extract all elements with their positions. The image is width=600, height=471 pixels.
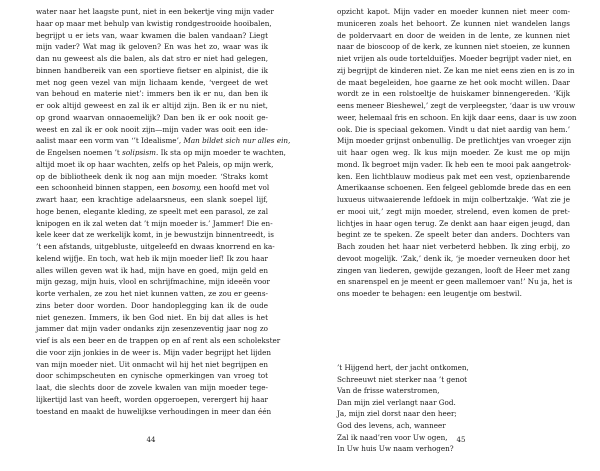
text-line: dan nu geweest als die balen, als dat stro er niet had gelegen, [36, 54, 268, 63]
text-line: uit haar ogen weg. Ik kus mijn moeder. Ze kust me op mijn [337, 148, 570, 157]
text-line: alles willen geven wat ik had, mijn have en goed, mijn geld en [36, 265, 268, 275]
text-line: Mijn moeder grijnst onbenullig. De pretlichtjes van vroeger zijn [337, 136, 572, 146]
text-line: korte verhalen, ze zou het niet kunnen vatten, ze zou er geens- [36, 289, 268, 298]
text-line: In Uw huis Uw naam verhogen? [337, 444, 454, 454]
text-line: zwart haar, een krachtige adelaarsneus, een slank soepel lijf, [36, 195, 268, 204]
text-line: knipogen en ik zal weten dat ’t mijn moeder is.’ Jammer! Die en- [36, 218, 273, 228]
text-line: en snarenspel en je meent er geen mallemoer van!’ Nu ja, het is [337, 277, 573, 287]
text-line: begint ze te speken. Ze speelt beter dan anders. Dochters van [337, 230, 570, 240]
text-line: Ja, mijn ziel dorst naar den heer; [337, 409, 457, 419]
text-line: kele keer dat ze werkelijk komt, in je bewustzijn binnentreedt, is [36, 230, 274, 240]
text-line: door schimpscheuten en cynische opmerkingen van vroeg tot [36, 371, 268, 381]
text-line: Van de frisse waterstromen, [337, 386, 440, 396]
text-line: eens meneer Bieshewel,’ zegt de verpleegster, ‘daar is uw vrouw [337, 101, 576, 110]
right-page [300, 0, 600, 471]
text-line: weer, helemaal fris en schoon. En kijk daar eens, daar is uw zoon [337, 112, 577, 122]
text-line: binnen handbereik van een sportieve fietser en alpinist, die ik [36, 65, 268, 75]
text-line: laat, die slechts door de zovele kwalen van mijn moeder tege- [36, 383, 268, 392]
text-line: er ook altijd geweest en zal ik er altijd zijn. Ben ik er nu niet, [36, 101, 268, 110]
text-line: mond. Ik begroet mijn vader. Ik heb een te mooi pak aangetrok- [337, 159, 572, 169]
text-line: niet vrijen als oude tortelduifjes. Moeder begrijpt vader niet, en [337, 54, 572, 63]
text-line: toestand en maakt de huwelijkse verhoudingen in meer dan één [36, 406, 272, 416]
text-line: opzicht kapot. Mijn vader en moeder kunnen niet meer com- [337, 7, 570, 16]
text-line: van behoud en materie niet’: immers ben ik er nu, dan ben ik [36, 89, 268, 99]
text-line: op grond waarvan onnaoemelijk? Dan ben ik er ook nooit ge- [36, 112, 268, 122]
text-line: zij begrijpt de kinderen niet. Ze kan me niet eens zien en is zo in [337, 65, 575, 75]
text-line: municeren zoals het behoort. Ze kunnen niet wandelen langs [337, 18, 570, 28]
page-number-right: 45 [456, 436, 466, 444]
text-line: de maat begeleiden, hoe gaarne ze het ook mocht willen. Daar [337, 77, 570, 87]
text-line: zins beter door worden. Door handoplegging kan ik de oude [36, 300, 268, 310]
text-line: hoge benen, elegante kleding, ze speelt met een parasol, ze zal [36, 206, 269, 216]
text-line: God des levens, ach, wanneer [337, 420, 446, 430]
text-line: luxueus uitwaaierende lefdoek in mijn colbertzakje. ‘Wat zie je [337, 195, 570, 204]
text-line: Bach zouden het haar niet verbeterd hebben. Ik zing erbij, zo [337, 242, 570, 251]
text-line: aalist maar een vorm van ‘’t Idealisme’, Man bildet sich nur alles ein, [36, 136, 291, 146]
text-line: mijn vader? Wat mag ik geloven? En was het zo, waar was ik [36, 42, 268, 52]
text-line: met nog geen vezel van mijn lichaam kende, ‘vergeet de wet [36, 77, 268, 87]
text-line: zingen van liederen, gewijde gezangen, looft de Heer met zang [337, 265, 570, 275]
text-line: een schoonheid binnen stappen, een bosomy, een hoofd met vol [36, 183, 270, 193]
text-line: kelend wijfje. En toch, wat heb ik mijn moeder lief! Ik zou haar [36, 253, 268, 263]
text-line: ook. Die is speciaal gekomen. Vindt u dat niet aardig van hem.’ [337, 124, 570, 134]
text-line: ’t Hijgend hert, der jacht ontkomen, [337, 363, 469, 372]
text-line: jammer dat mijn vader ondanks zijn zesenzeventig jaar nog zo [36, 324, 268, 334]
text-line: de Engelsen noemen ’t solipsism. Ik sta op mijn moeder te wachten, [36, 148, 286, 157]
text-line: niet genezen. Immers, ik ben God niet. En bij dat alles is het [36, 312, 268, 322]
text-line: Dan mijn ziel verlangt naar God. [337, 397, 456, 407]
text-line: begrijpt u er iets van, waar kwamen die balen vandaan? Liegt [36, 30, 268, 40]
right-page-body [337, 6, 577, 300]
text-line: de poldervaart en door de weiden in de lente, ze kunnen niet [337, 30, 570, 40]
text-line: ’t een afstands, uitgebluste, uitgeleefd en dwaas knorrend en ka- [36, 242, 275, 251]
left-page-body [36, 6, 291, 417]
text-line: ken. Een lichtblauw modieus pak met een vest, opzienbarende [337, 171, 570, 181]
text-line: weest en zal ik er ook nooit zijn—mijn vader was ooit een ide- [36, 124, 268, 134]
text-line: naar de bioscoop of de kerk, ze kunnen niet stoeien, ze kunnen [337, 42, 570, 52]
text-line: Schreeuwt niet sterker naa ’t genot [337, 374, 468, 384]
text-line: er mooi uit,’ zegt mijn moeder, strelend, even komen de pret- [337, 206, 570, 216]
text-line: lijkertijd last van heeft, worden opgeroepen, verergert hij haar [36, 394, 268, 404]
text-line: op de bibliotheek denk ik nog aan mijn moeder. ‘Straks komt [36, 171, 268, 181]
text-line: die voor zijn jonkies in de weer is. Mijn vader begrijpt het lijden [36, 347, 272, 357]
text-line: mijn gezag, mijn huis, vlool en schrijfmachine, mijn ideeën voor [36, 277, 270, 287]
text-line: lichtjes in haar ogen terug. Ze denkt aan haar eigen jeugd, dan [337, 218, 570, 228]
text-line: vief is als een beer en de trappen op en af rent als een scholekster [36, 336, 281, 345]
text-line: water naar het laagste punt, niet in een bekertje ving mijn vader [36, 7, 274, 16]
page-number-left: 44 [146, 436, 156, 444]
text-line: wordt ze in een rolstoeltje de huiskamer binnengereden. ‘Kijk [337, 89, 570, 99]
text-line: Zal ik naad’ren voor Uw ogen, [337, 432, 448, 442]
text-line: van mijn moeder niet. Uit onmacht wil hij het niet begrijpen en [36, 359, 268, 369]
text-line: Amerikaanse schoenen. Een felgeel geblomde brede das en een [337, 183, 571, 193]
text-line: ons moeder te behagen: een leugentje om bestwil. [337, 289, 522, 298]
text-line: haar op maar met behulp van kwistig rondgestrooide hooibalen, [36, 18, 272, 28]
text-line: altijd moet ik op haar wachten, zelfs op het Paleis, op mijn werk, [36, 159, 274, 169]
text-line: devoot mogelijk. ‘Zak,’ denk ik, ‘je moeder verneuken door het [337, 253, 570, 263]
